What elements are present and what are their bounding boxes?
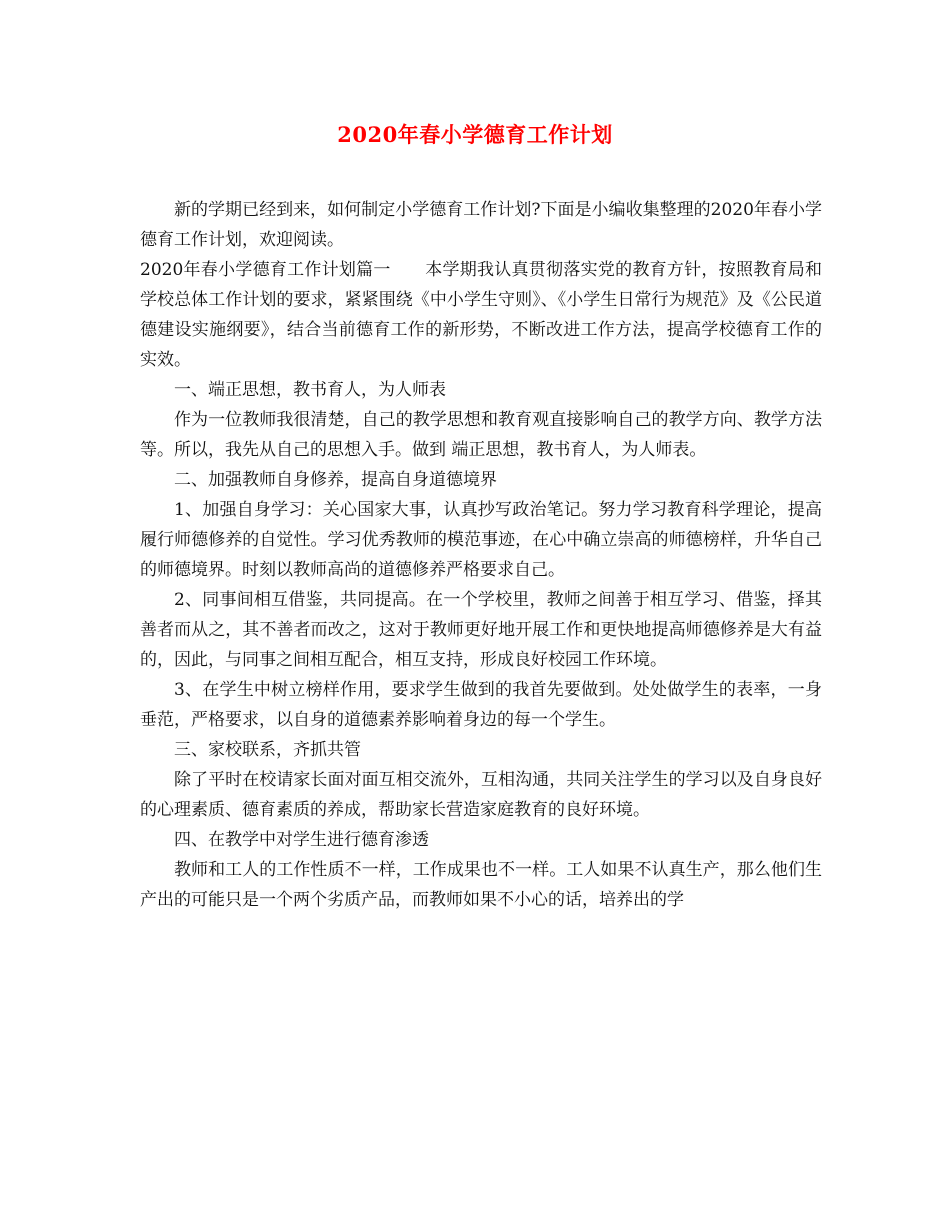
paragraph: 新的学期已经到来，如何制定小学德育工作计划?下面是小编收集整理的2020年春小学德育工作计划，欢迎阅读。 (140, 200, 822, 250)
paragraph: 2、同事间相互借鉴，共同提高。在一个学校里，教师之间善于相互学习、借鉴，择其善者而从之，其不善者而改之，这对于教师更好地开展工作和更快地提高师德修养是大有益的，因此，与同事之间相互配合，相互支持，形成良好校园工作环境。 (140, 590, 822, 670)
paragraph: 1、加强自身学习：关心国家大事，认真抄写政治笔记。努力学习教育科学理论，提高履行师德修养的自觉性。学习优秀教师的模范事迹，在心中确立崇高的师德榜样，升华自己的师德境界。时刻以教师高尚的道德修养严格要求自己。 (140, 500, 822, 580)
paragraph: 教师和工人的工作性质不一样，工作成果也不一样。工人如果不认真生产，那么他们生产出的可能只是一个两个劣质产品，而教师如果不小心的话，培养出的学 (140, 860, 822, 910)
paragraph: 作为一位教师我很清楚，自己的教学思想和教育观直接影响自己的教学方向、教学方法等。所以，我先从自己的思想入手。做到 端正思想，教书育人，为人师表。 (140, 410, 822, 460)
section-heading: 一、端正思想，教书育人，为人师表 (174, 380, 446, 400)
document-body (140, 195, 822, 915)
paragraph: 3、在学生中树立榜样作用，要求学生做到的我首先要做到。处处做学生的表率，一身垂范，严格要求，以自身的道德素养影响着身边的每一个学生。 (140, 680, 822, 730)
section-heading: 四、在教学中对学生进行德育渗透 (174, 830, 429, 850)
section-heading: 二、加强教师自身修养，提高自身道德境界 (174, 470, 497, 490)
section-heading: 三、家校联系，齐抓共管 (174, 740, 361, 760)
paragraph: 2020年春小学德育工作计划篇一 本学期我认真贯彻落实党的教育方针，按照教育局和学校总体工作计划的要求，紧紧围绕《中小学生守则》、《小学生日常行为规范》及《公民道德建设实施纲要》，结合当前德育工作的新形势，不断改进工作方法，提高学校德育工作的实效。 (140, 260, 822, 370)
paragraph: 除了平时在校请家长面对面互相交流外，互相沟通，共同关注学生的学习以及自身良好的心理素质、德育素质的养成，帮助家长营造家庭教育的良好环境。 (140, 770, 822, 820)
document-title: 2020年春小学德育工作计划 (337, 122, 613, 147)
